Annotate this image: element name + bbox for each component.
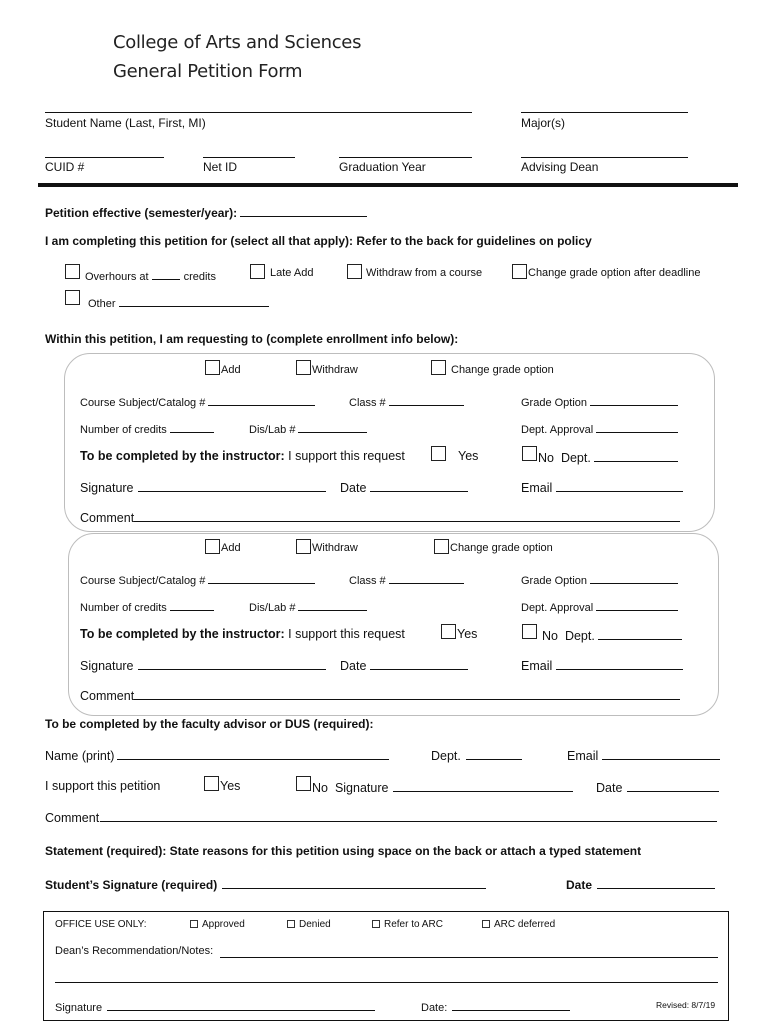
section-divider: [38, 183, 738, 187]
course1-dept-field[interactable]: [594, 449, 678, 462]
course2-dept-field[interactable]: [598, 627, 682, 640]
late-add-label: Late Add: [270, 267, 314, 279]
course2-withdraw-label: Withdraw: [312, 542, 358, 554]
majors-line[interactable]: [521, 112, 688, 113]
advisor-signature-field[interactable]: [393, 779, 573, 792]
course1-change-grade-label: Change grade option: [451, 364, 554, 376]
student-name-line[interactable]: [45, 112, 472, 113]
course2-credits-label: Number of credits: [80, 602, 167, 614]
course2-dislab-row: [249, 598, 367, 614]
advisor-yes-label: Yes: [220, 779, 241, 793]
course2-comment-label: Comment: [80, 689, 135, 703]
approved-checkbox[interactable]: [190, 920, 198, 928]
course2-date-field[interactable]: [370, 657, 468, 670]
denied-label: Denied: [299, 919, 331, 930]
course2-dept-approval-field[interactable]: [596, 598, 678, 611]
course2-add-label: Add: [221, 542, 241, 554]
office-use-label: OFFICE USE ONLY:: [55, 919, 147, 930]
course1-signature-field[interactable]: [138, 479, 326, 492]
course2-change-grade-checkbox[interactable]: [434, 539, 449, 554]
course1-withdraw-checkbox[interactable]: [296, 360, 311, 375]
advisor-date-row: [596, 779, 719, 795]
advisor-name-field[interactable]: [117, 747, 389, 760]
course1-credits-label: Number of credits: [80, 424, 167, 436]
overhours-label-post: credits: [183, 271, 216, 283]
course1-subject-row: [80, 393, 315, 409]
course1-credits-field[interactable]: [170, 420, 214, 433]
course1-instructor-row: [80, 449, 405, 463]
course1-class-label: Class #: [349, 397, 386, 409]
course2-grade-field[interactable]: [590, 571, 678, 584]
cuid-label: CUID #: [45, 160, 85, 174]
course1-instructor-rest: I support this request: [288, 449, 405, 463]
petition-effective-label: Petition effective (semester/year):: [45, 206, 238, 220]
form-title-line2: General Petition Form: [113, 61, 303, 82]
course2-yes-checkbox[interactable]: [441, 624, 456, 639]
course2-instructor-rest: I support this request: [288, 627, 405, 641]
course2-signature-field[interactable]: [138, 657, 326, 670]
course1-grade-row: [521, 393, 678, 409]
course1-dept-approval-label: Dept. Approval: [521, 424, 594, 436]
course2-email-label: Email: [521, 659, 553, 673]
course1-dislab-label: Dis/Lab #: [249, 424, 296, 436]
course1-dislab-field[interactable]: [298, 420, 367, 433]
graduation-year-line[interactable]: [339, 157, 472, 158]
course2-dept-approval-row: [521, 598, 678, 614]
overhours-credits-field[interactable]: [152, 267, 180, 280]
course2-class-field[interactable]: [389, 571, 464, 584]
other-option: [88, 294, 269, 310]
course1-date-field[interactable]: [370, 479, 468, 492]
advisor-dept-label: Dept.: [431, 749, 461, 763]
overhours-checkbox[interactable]: [65, 264, 80, 279]
withdraw-course-checkbox[interactable]: [347, 264, 362, 279]
late-add-checkbox[interactable]: [250, 264, 265, 279]
course2-subject-field[interactable]: [208, 571, 315, 584]
student-signature-row: [45, 876, 486, 892]
other-label: Other: [88, 298, 116, 310]
course2-no-checkbox[interactable]: [522, 624, 537, 639]
netid-line[interactable]: [203, 157, 295, 158]
course2-subject-label: Course Subject/Catalog #: [80, 575, 206, 587]
course1-email-row: [521, 479, 683, 495]
office-deferred-option[interactable]: [482, 919, 555, 930]
course1-no-checkbox[interactable]: [522, 446, 537, 461]
course2-comment-field[interactable]: [134, 687, 680, 700]
student-date-label: Date: [566, 878, 593, 892]
course1-instructor-bold: To be completed by the instructor:: [80, 449, 285, 463]
course1-add-checkbox[interactable]: [205, 360, 220, 375]
course2-grade-row: [521, 571, 678, 587]
course2-comment-row: [80, 687, 680, 703]
course1-signature-row: [80, 479, 326, 495]
course1-subject-label: Course Subject/Catalog #: [80, 397, 206, 409]
course1-dept-approval-field[interactable]: [596, 420, 678, 433]
advisor-date-label: Date: [596, 781, 623, 795]
course1-comment-label: Comment: [80, 511, 135, 525]
course1-signature-label: Signature: [80, 481, 134, 495]
advisor-date-field[interactable]: [627, 779, 719, 792]
advisor-no-sig-row: [312, 779, 573, 795]
course1-add-label: Add: [221, 364, 241, 376]
course1-dislab-row: [249, 420, 367, 436]
advisor-support-label: I support this petition: [45, 779, 161, 793]
course2-dislab-field[interactable]: [298, 598, 367, 611]
student-date-field[interactable]: [597, 876, 715, 889]
course2-dept-label: Dept.: [564, 629, 595, 643]
graduation-year-label: Graduation Year: [339, 160, 426, 174]
advisor-comment-row: [45, 809, 717, 825]
majors-label: Major(s): [521, 116, 565, 130]
course1-dept-approval-row: [521, 420, 678, 436]
course2-grade-label: Grade Option: [521, 575, 588, 587]
petition-effective: [45, 204, 367, 220]
course1-no-label: No: [538, 451, 554, 465]
student-date-row: [566, 876, 715, 892]
advisor-dept-field[interactable]: [466, 747, 522, 760]
course2-class-row: [349, 571, 464, 587]
advisor-name-row: [45, 747, 389, 763]
course1-comment-field[interactable]: [134, 509, 680, 522]
other-checkbox[interactable]: [65, 290, 80, 305]
dean-notes-line-1[interactable]: [220, 957, 718, 958]
advisor-email-label: Email: [567, 749, 599, 763]
course1-class-field[interactable]: [389, 393, 464, 406]
arc-deferred-checkbox[interactable]: [482, 920, 490, 928]
course1-yes-label: Yes: [458, 449, 479, 463]
course2-date-label: Date: [340, 659, 367, 673]
course2-add-checkbox[interactable]: [205, 539, 220, 554]
course1-no-dept-row: [538, 449, 678, 465]
course-block-1: [64, 353, 715, 532]
course1-date-row: [340, 479, 468, 495]
advisor-comment-label: Comment: [45, 811, 100, 825]
course1-email-label: Email: [521, 481, 553, 495]
course1-date-label: Date: [340, 481, 367, 495]
dean-notes-line-2[interactable]: [55, 982, 718, 983]
course2-dept-approval-label: Dept. Approval: [521, 602, 594, 614]
student-signature-field[interactable]: [222, 876, 486, 889]
advisor-email-field[interactable]: [602, 747, 720, 760]
advisor-email-row: [567, 747, 720, 763]
course2-email-row: [521, 657, 683, 673]
course1-subject-field[interactable]: [208, 393, 315, 406]
course2-subject-row: [80, 571, 315, 587]
dean-notes-label: Dean’s Recommendation/Notes:: [55, 945, 214, 957]
course2-dislab-label: Dis/Lab #: [249, 602, 296, 614]
office-denied-option[interactable]: [287, 919, 331, 930]
course2-credits-field[interactable]: [170, 598, 214, 611]
course2-yes-label: Yes: [457, 627, 478, 641]
course2-credits-row: [80, 598, 214, 614]
completing-for-label: I am completing this petition for (select all that apply): Refer to the back for guidelines on policy: [45, 234, 592, 248]
advisor-no-checkbox[interactable]: [296, 776, 311, 791]
form-title-line1: College of Arts and Sciences: [113, 32, 362, 53]
advisor-yes-checkbox[interactable]: [204, 776, 219, 791]
refer-arc-label: Refer to ARC: [384, 919, 443, 930]
office-date-row: [421, 998, 570, 1014]
advisor-dept-row: [431, 747, 522, 763]
office-date-label: Date:: [421, 1002, 448, 1014]
course2-signature-label: Signature: [80, 659, 134, 673]
course1-withdraw-label: Withdraw: [312, 364, 358, 376]
course1-dept-label: Dept.: [560, 451, 591, 465]
advisor-no-label: No: [312, 781, 328, 795]
office-refer-option[interactable]: [372, 919, 443, 930]
student-signature-label: Student’s Signature (required): [45, 878, 218, 892]
course2-no-dept-row: [542, 627, 682, 643]
course1-class-row: [349, 393, 464, 409]
student-name-label: Student Name (Last, First, MI): [45, 116, 206, 130]
denied-checkbox[interactable]: [287, 920, 295, 928]
course2-instructor-bold: To be completed by the instructor:: [80, 627, 285, 641]
other-field[interactable]: [119, 294, 269, 307]
course1-credits-row: [80, 420, 214, 436]
withdraw-course-label: Withdraw from a course: [366, 267, 483, 279]
statement-text: Statement (required): State reasons for this petition using space on the back or attach a typed statement: [45, 844, 642, 858]
course1-email-field[interactable]: [556, 479, 683, 492]
netid-label: Net ID: [203, 160, 238, 174]
change-grade-deadline-label: Change grade option after deadline: [528, 267, 701, 279]
overhours-label-pre: Overhours at: [85, 271, 149, 283]
advisor-signature-label: Signature: [334, 781, 389, 795]
advising-dean-label: Advising Dean: [521, 160, 599, 174]
office-signature-row: [55, 998, 375, 1014]
approved-label: Approved: [202, 919, 245, 930]
advisor-name-label: Name (print): [45, 749, 115, 763]
course2-email-field[interactable]: [556, 657, 683, 670]
course2-withdraw-checkbox[interactable]: [296, 539, 311, 554]
petition-effective-field[interactable]: [240, 204, 367, 217]
course1-grade-field[interactable]: [590, 393, 678, 406]
course2-no-label: No: [542, 629, 558, 643]
course2-change-grade-label: Change grade option: [450, 542, 553, 554]
office-date-field[interactable]: [452, 998, 570, 1011]
change-grade-deadline-checkbox[interactable]: [512, 264, 527, 279]
course1-comment-row: [80, 509, 680, 525]
revised-date: Revised: 8/7/19: [656, 1000, 716, 1010]
advisor-heading: To be completed by the faculty advisor or DUS (required):: [45, 717, 374, 731]
overhours-option: [85, 267, 216, 283]
advisor-comment-field[interactable]: [100, 809, 717, 822]
refer-arc-checkbox[interactable]: [372, 920, 380, 928]
course1-yes-checkbox[interactable]: [431, 446, 446, 461]
course2-class-label: Class #: [349, 575, 386, 587]
office-signature-label: Signature: [55, 1002, 103, 1014]
arc-deferred-label: ARC deferred: [494, 919, 556, 930]
advising-dean-line[interactable]: [521, 157, 688, 158]
course1-change-grade-checkbox[interactable]: [431, 360, 446, 375]
course2-signature-row: [80, 657, 326, 673]
office-signature-field[interactable]: [107, 998, 375, 1011]
course2-date-row: [340, 657, 468, 673]
course2-instructor-row: [80, 627, 405, 641]
requesting-label: Within this petition, I am requesting to (complete enrollment info below):: [45, 332, 459, 346]
cuid-line[interactable]: [45, 157, 164, 158]
course1-grade-label: Grade Option: [521, 397, 588, 409]
office-approved-option[interactable]: [190, 919, 245, 930]
